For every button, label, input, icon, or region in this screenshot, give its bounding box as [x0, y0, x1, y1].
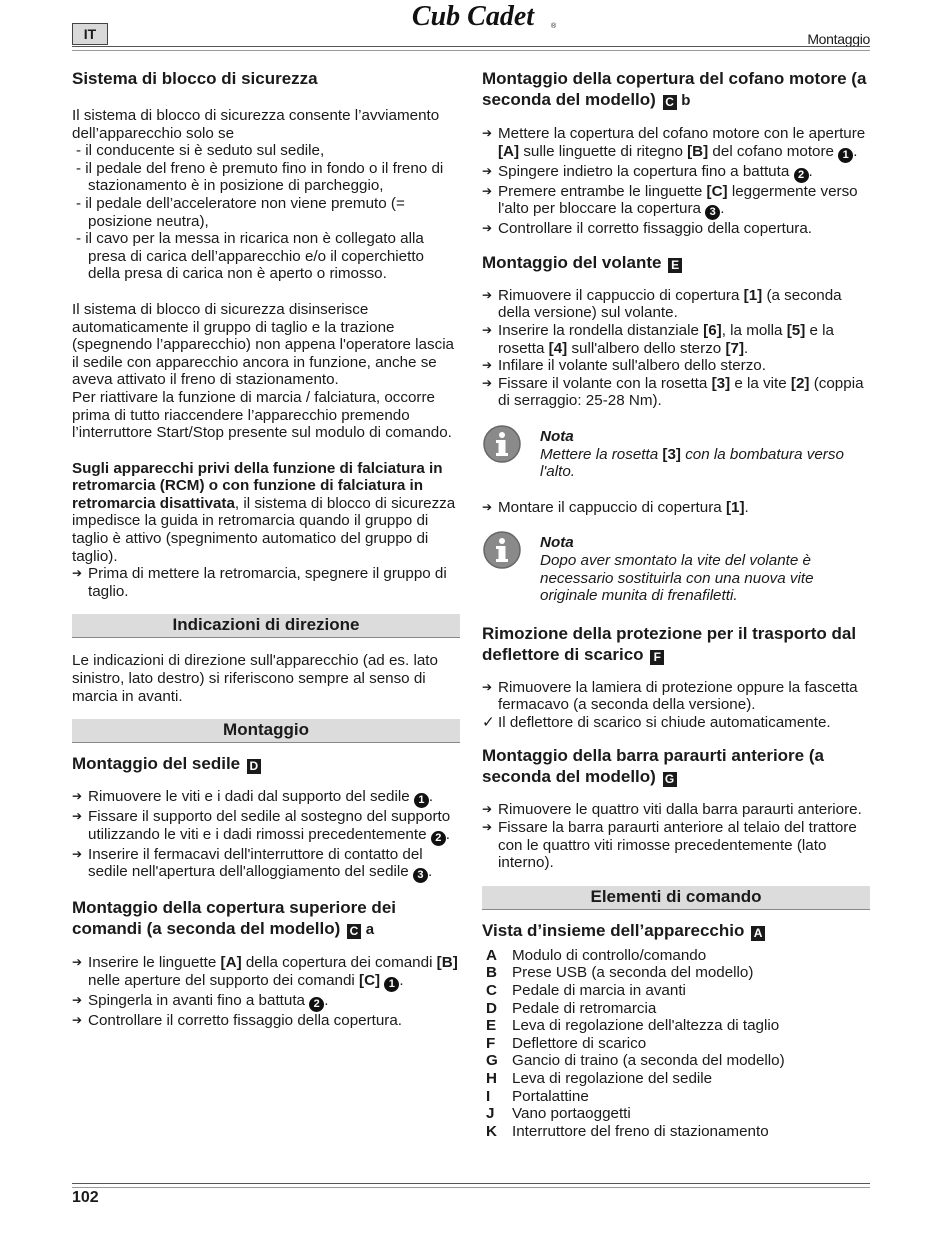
list-item: - il pedale dell’acceleratore non viene premuto (= posizione neutra),: [76, 194, 405, 230]
heading-steering-wheel: Montaggio del volante E: [482, 252, 870, 273]
bumper-steps: [482, 801, 870, 871]
list-item: ➔ Premere entrambe le linguette [C] leggermente verso l'alto per bloccare la copertura 3 .: [482, 183, 870, 221]
list-item: ➔ Montare il cappuccio di copertura [1].: [482, 499, 870, 517]
deflector-steps: [482, 679, 870, 714]
list-item: ➔ Spingerla in avanti fino a battuta 2 .: [72, 992, 460, 1012]
safety-para-4-bold: Sugli apparecchi privi della funzione di falciatura in retromarcia (RCM) o con funzione di falciatura in retromarcia disattivata: [72, 459, 443, 512]
safety-steps: [72, 565, 460, 600]
heading-hood-cover: Montaggio della copertura del cofano motore (a seconda del modello) C b: [482, 69, 867, 109]
right-column: [482, 68, 870, 1140]
list-item: J Vano portaoggetti: [486, 1105, 631, 1123]
list-item: ➔ Mettere la copertura del cofano motore con le aperture [A] sulle linguette di ritegno [B] del cofano motore 1 .: [482, 125, 870, 163]
callout-number: 3: [705, 205, 720, 220]
callout-number: 3: [413, 868, 428, 883]
direction-text: Le indicazioni di direzione sull'apparecchio (ad es. lato sinistro, lato destro) si riferiscono sempre al senso di marcia in avanti.: [72, 652, 438, 705]
brand-logo: [388, 0, 558, 34]
figure-sub: a: [365, 921, 375, 939]
result-check: ✓ Il deflettore di scarico si chiude automaticamente.: [482, 714, 870, 732]
footer-rule-thin: [72, 1187, 870, 1188]
heading-safety-lock: Sistema di blocco di sicurezza: [72, 69, 318, 88]
figure-sub: b: [681, 92, 691, 109]
list-item: ➔ Rimuovere le quattro viti dalla barra paraurti anteriore.: [482, 801, 870, 819]
list-item: H Leva di regolazione del sedile: [486, 1070, 713, 1087]
callout-number: 1: [384, 977, 399, 992]
safety-para-3: Per riattivare la funzione di marcia / falciatura, occorre prima di tutto riaccendere l’apparecchio premendo l’interruttore Start/Stop presente sul modulo di comando.: [72, 388, 452, 442]
overview-legend: [482, 947, 870, 1141]
safety-intro: Il sistema di blocco di sicurezza consente l’avviamento dell’apparecchio solo se: [72, 107, 440, 142]
list-item: D Pedale di retromarcia: [486, 999, 657, 1017]
bar-controls: Elementi di comando: [482, 886, 870, 910]
safety-para-2: Il sistema di blocco di sicurezza disinserisce automaticamente il gruppo di taglio e la trazione (spegnendo l’apparecchio) non appena l'operatore lascia il sedile con apparecchio ancora in funzione, anche se aveva attivato il freno di stazionamento.: [72, 300, 455, 389]
list-item: ➔ Inserire il fermacavi dell'interruttore di contatto del sedile nell'apertura dell'alloggiamento del sedile 3 .: [72, 846, 460, 884]
header-rule-thin: [72, 50, 870, 51]
figure-ref-icon: A: [751, 926, 765, 941]
left-column: [72, 68, 460, 1030]
bar-assembly: Montaggio: [72, 719, 460, 743]
note-text: Dopo aver smontato la vite del volante è necessario sostituirla con una nuova vite originale munita di frenafiletti.: [540, 551, 814, 605]
callout-number: 2: [309, 997, 324, 1012]
callout-number: 2: [794, 168, 809, 183]
safety-para-4-rest: , il sistema di blocco di sicurezza impedisce la guida in retromarcia quando il gruppo di taglio è attivo (spegnimento automatico del gruppo di taglio).: [72, 494, 456, 565]
list-item: B Prese USB (a seconda del modello): [486, 964, 754, 982]
figure-ref-icon: G: [663, 772, 677, 787]
list-item: - il conducente si è seduto sul sedile,: [76, 142, 325, 160]
info-icon: [482, 530, 522, 570]
footer-rule: [72, 1183, 870, 1184]
list-item: ➔ Infilare il volante sull'albero dello sterzo.: [482, 357, 870, 375]
list-item: G Gancio di traino (a seconda del modello): [486, 1052, 785, 1070]
svg-text:Cub Cadet: Cub Cadet: [411, 1, 535, 32]
section-label: Montaggio: [807, 31, 870, 47]
list-item: ➔ Rimuovere la lamiera di protezione oppure la fascetta fermacavo (a seconda della versione).: [482, 679, 870, 714]
note-box: [482, 428, 870, 481]
list-item: A Modulo di controllo/comando: [486, 946, 707, 964]
list-item: ➔ Fissare il supporto del sedile al sostegno del supporto utilizzando le viti e i dadi rimossi precedentemente 2 .: [72, 808, 460, 846]
list-item: ➔ Prima di mettere la retromarcia, spegnere il gruppo di taglio.: [72, 565, 460, 600]
heading-overview: Vista d’insieme dell’apparecchio A: [482, 920, 870, 941]
figure-ref-icon: D: [247, 759, 261, 774]
figure-ref-icon: E: [668, 258, 682, 273]
figure-ref-icon: C: [347, 924, 361, 939]
list-item: F Deflettore di scarico: [486, 1034, 647, 1052]
note-text: Mettere la rosetta [3] con la bombatura verso l'alto.: [540, 445, 844, 481]
wheel-steps-2: [482, 499, 870, 517]
note-title: Nota: [540, 427, 574, 445]
note-box: [482, 534, 870, 604]
hood-steps: [482, 125, 870, 238]
seat-steps: [72, 788, 460, 883]
callout-number: 2: [431, 831, 446, 846]
heading-deflector: Rimozione della protezione per il trasporto dal deflettore di scarico F: [482, 623, 857, 664]
safety-conditions: [72, 142, 460, 283]
callout-number: 1: [838, 148, 853, 163]
note-title: Nota: [540, 534, 574, 552]
list-item: ➔ Fissare la barra paraurti anteriore al telaio del trattore con le quattro viti rimosse precedentemente (lato interno).: [482, 819, 870, 872]
bar-directions: Indicazioni di direzione: [72, 614, 460, 638]
list-item: I Portalattine: [486, 1087, 589, 1105]
header-rule: [72, 46, 870, 47]
list-item: C Pedale di marcia in avanti: [486, 982, 686, 1000]
language-badge: IT: [72, 23, 108, 45]
safety-para-4: [72, 460, 460, 566]
heading-top-cover: Montaggio della copertura superiore dei comandi (a seconda del modello) C a: [72, 898, 396, 939]
list-item: ➔ Fissare il volante con la rosetta [3] e la vite [2] (coppia di serraggio: 25-28 Nm).: [482, 375, 870, 410]
list-item: ➔ Inserire la rondella distanziale [6], la molla [5] e la rosetta [4] sull'albero dello sterzo [7].: [482, 322, 870, 357]
figure-ref-icon: F: [650, 650, 664, 665]
list-item: ➔ Controllare il corretto fissaggio della copertura.: [72, 1012, 460, 1030]
figure-ref-icon: C: [663, 95, 677, 110]
list-item: ➔ Inserire le linguette [A] della copertura dei comandi [B] nelle aperture del supporto dei comandi [C] 1 .: [72, 954, 460, 992]
heading-seat: Montaggio del sedile D: [72, 753, 460, 774]
list-item: K Interruttore del freno di stazionamento: [486, 1122, 769, 1140]
list-item: ➔ Rimuovere il cappuccio di copertura [1] (a seconda della versione) sul volante.: [482, 287, 870, 322]
info-icon: [482, 424, 522, 464]
wheel-steps: [482, 287, 870, 410]
top-cover-steps: [72, 954, 460, 1029]
callout-number: 1: [414, 793, 429, 808]
list-item: - il pedale del freno è premuto fino in fondo o il freno di stazionamento è in posizione di parcheggio,: [76, 159, 444, 195]
page-number: 102: [72, 1189, 99, 1206]
list-item: ➔ Controllare il corretto fissaggio della copertura.: [482, 220, 870, 238]
list-item: ➔ Spingere indietro la copertura fino a battuta 2 .: [482, 163, 870, 183]
list-item: E Leva di regolazione dell'altezza di taglio: [486, 1017, 780, 1035]
list-item: ➔ Rimuovere le viti e i dadi dal supporto del sedile 1 .: [72, 788, 460, 808]
list-item: - il cavo per la messa in ricarica non è collegato alla presa di carica dell’apparecchio e/o il coperchietto della presa di carica non è aperto o rimosso.: [76, 230, 425, 283]
svg-text:®: ®: [551, 23, 557, 30]
heading-bumper: Montaggio della barra paraurti anteriore (a seconda del modello) G: [482, 746, 824, 787]
